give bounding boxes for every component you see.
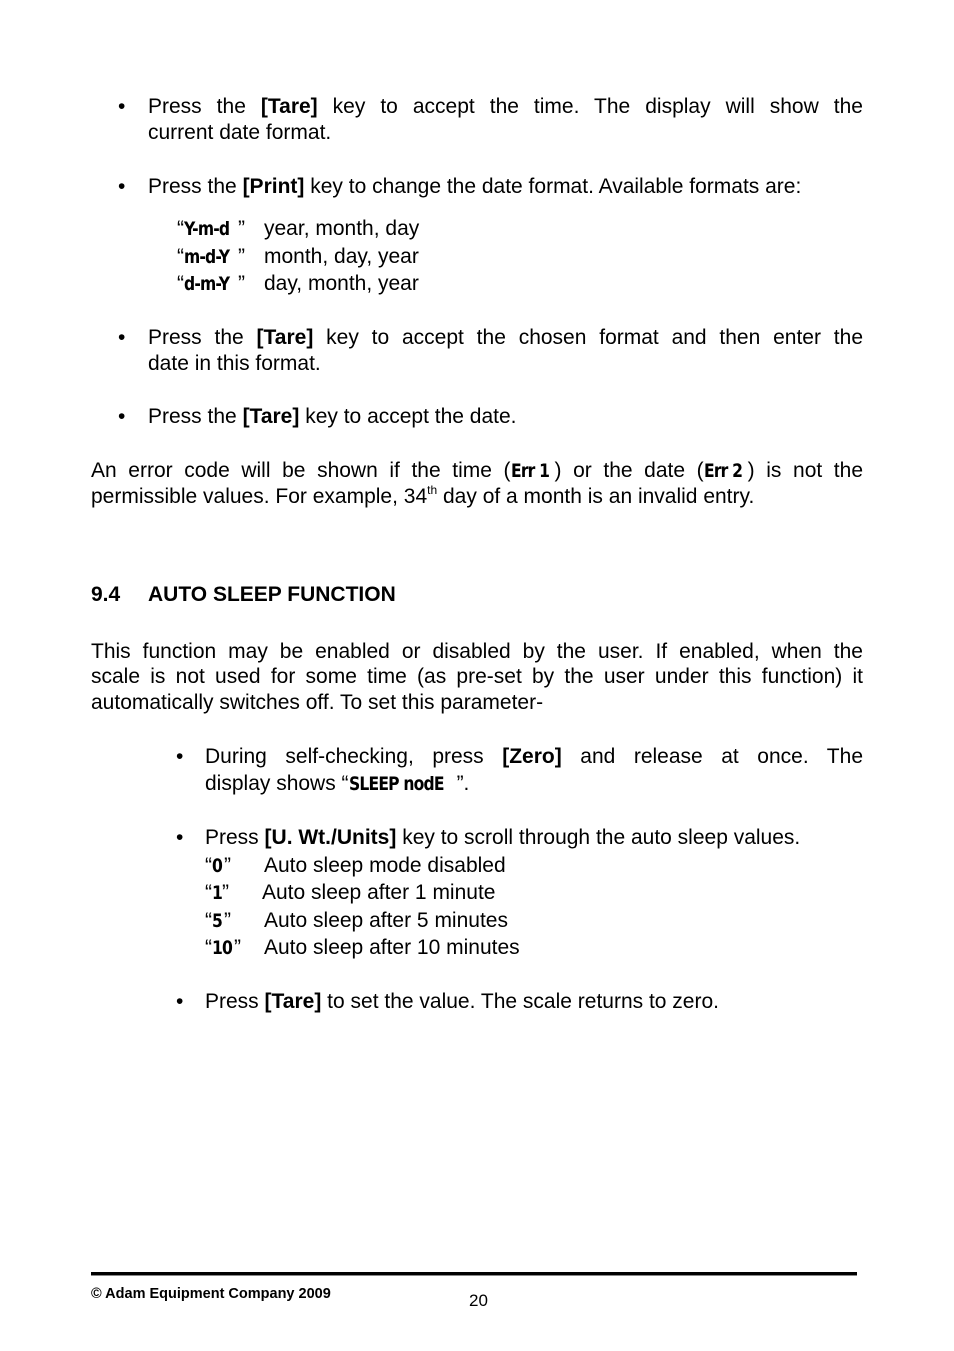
key-label: [Tare] (242, 405, 300, 428)
bullet-tare-date (148, 405, 517, 429)
sleep-value-desc: Auto sleep after 5 minutes (264, 909, 508, 932)
section-number: 9.4 (91, 583, 121, 606)
format-desc: day, month, year (264, 272, 419, 295)
sleep-value-desc: Auto sleep after 1 minute (262, 881, 496, 904)
bullet-marker: • (118, 175, 126, 198)
section-title: AUTO SLEEP FUNCTION (148, 583, 396, 606)
bullet-marker: • (118, 95, 126, 118)
text: Press the (148, 175, 237, 198)
key-label: [Print] (242, 175, 305, 198)
key-label: [Tare] (260, 95, 318, 118)
bullet-units-scroll: Press [U. Wt./Units] key to scroll through the auto sleep values. (205, 826, 801, 849)
error-paragraph-line2: permissible values. For example, 34th day of a month is an invalid entry. (91, 483, 755, 508)
bullet-tare-time-line1 (148, 95, 863, 119)
sleep-value-item: “5” Auto sleep after 5 minutes (205, 909, 508, 932)
display-code: m-d-Y (184, 246, 230, 268)
key-label: [U. Wt./Units] (264, 826, 397, 849)
sleep-value-item: “1” Auto sleep after 1 minute (205, 881, 496, 904)
bullet-marker: • (176, 745, 184, 768)
bullet-marker: • (176, 990, 184, 1013)
error-code-1: Err 1 (510, 460, 549, 482)
bullet-marker: • (118, 405, 126, 428)
sleep-value-item: “10” Auto sleep after 10 minutes (205, 936, 520, 959)
intro-line3: automatically switches off. To set this parameter- (91, 691, 544, 714)
bullet-tare-set: Press [Tare] to set the value. The scale returns to zero. (205, 990, 719, 1013)
key-label: [Zero] (502, 745, 562, 768)
format-item: “m-d-Y ” month, day, year (177, 245, 419, 268)
text: key to change the date format. Available formats are: (310, 175, 802, 198)
bullet-tare-time-line2: current date format. (148, 121, 332, 144)
display-code: 5 (212, 910, 223, 932)
sleep-value-desc: Auto sleep mode disabled (264, 854, 506, 877)
bullet-marker: • (118, 326, 126, 349)
text: key to accept the time. The display will show the (332, 95, 863, 118)
display-code: 10 (212, 937, 233, 959)
sleep-value-desc: Auto sleep after 10 minutes (264, 936, 520, 959)
display-code: SLEEP nodE (348, 773, 444, 795)
text: key to accept the chosen format and then enter the (326, 326, 863, 349)
error-code-2: Err 2 (703, 460, 742, 482)
section-heading (91, 583, 396, 607)
format-item: “d-m-Y ” day, month, year (177, 272, 419, 295)
key-label: [Tare] (264, 990, 322, 1013)
sleep-value-item: “0” Auto sleep mode disabled (205, 854, 506, 877)
format-desc: year, month, day (264, 217, 420, 240)
bullet-print-format (148, 175, 801, 199)
bullet-tare-format-line1 (148, 326, 863, 350)
intro-line2: scale is not used for some time (as pre-set by the user under this function) it (91, 665, 863, 688)
format-desc: month, day, year (264, 245, 419, 268)
bullet-zero-line2: display shows “SLEEP nodE ”. (205, 772, 470, 795)
intro-line1: This function may be enabled or disabled by the user. If enabled, when the (91, 640, 863, 663)
text: key to accept the date. (305, 405, 517, 428)
bullet-zero-line1: During self-checking, press [Zero] and release at once. The (205, 745, 863, 768)
error-paragraph-line1: An error code will be shown if the time (Err 1 ) or the date (Err 2 ) is not the (91, 459, 863, 482)
bullet-marker: • (176, 826, 184, 849)
text: Press the (148, 405, 237, 428)
text: Press the (148, 326, 244, 349)
bullet-tare-format-line2: date in this format. (148, 352, 321, 375)
page-number: 20 (469, 1291, 488, 1310)
text: Press the (148, 95, 246, 118)
copyright: © Adam Equipment Company 2009 (91, 1286, 331, 1302)
display-code: 0 (212, 855, 223, 877)
display-code: 1 (212, 882, 223, 904)
display-code: Y-m-d (184, 218, 230, 240)
format-item: “Y-m-d ” year, month, day (177, 217, 420, 240)
display-code: d-m-Y (184, 273, 230, 295)
footer-rule-shadow (91, 1275, 857, 1276)
key-label: [Tare] (256, 326, 314, 349)
